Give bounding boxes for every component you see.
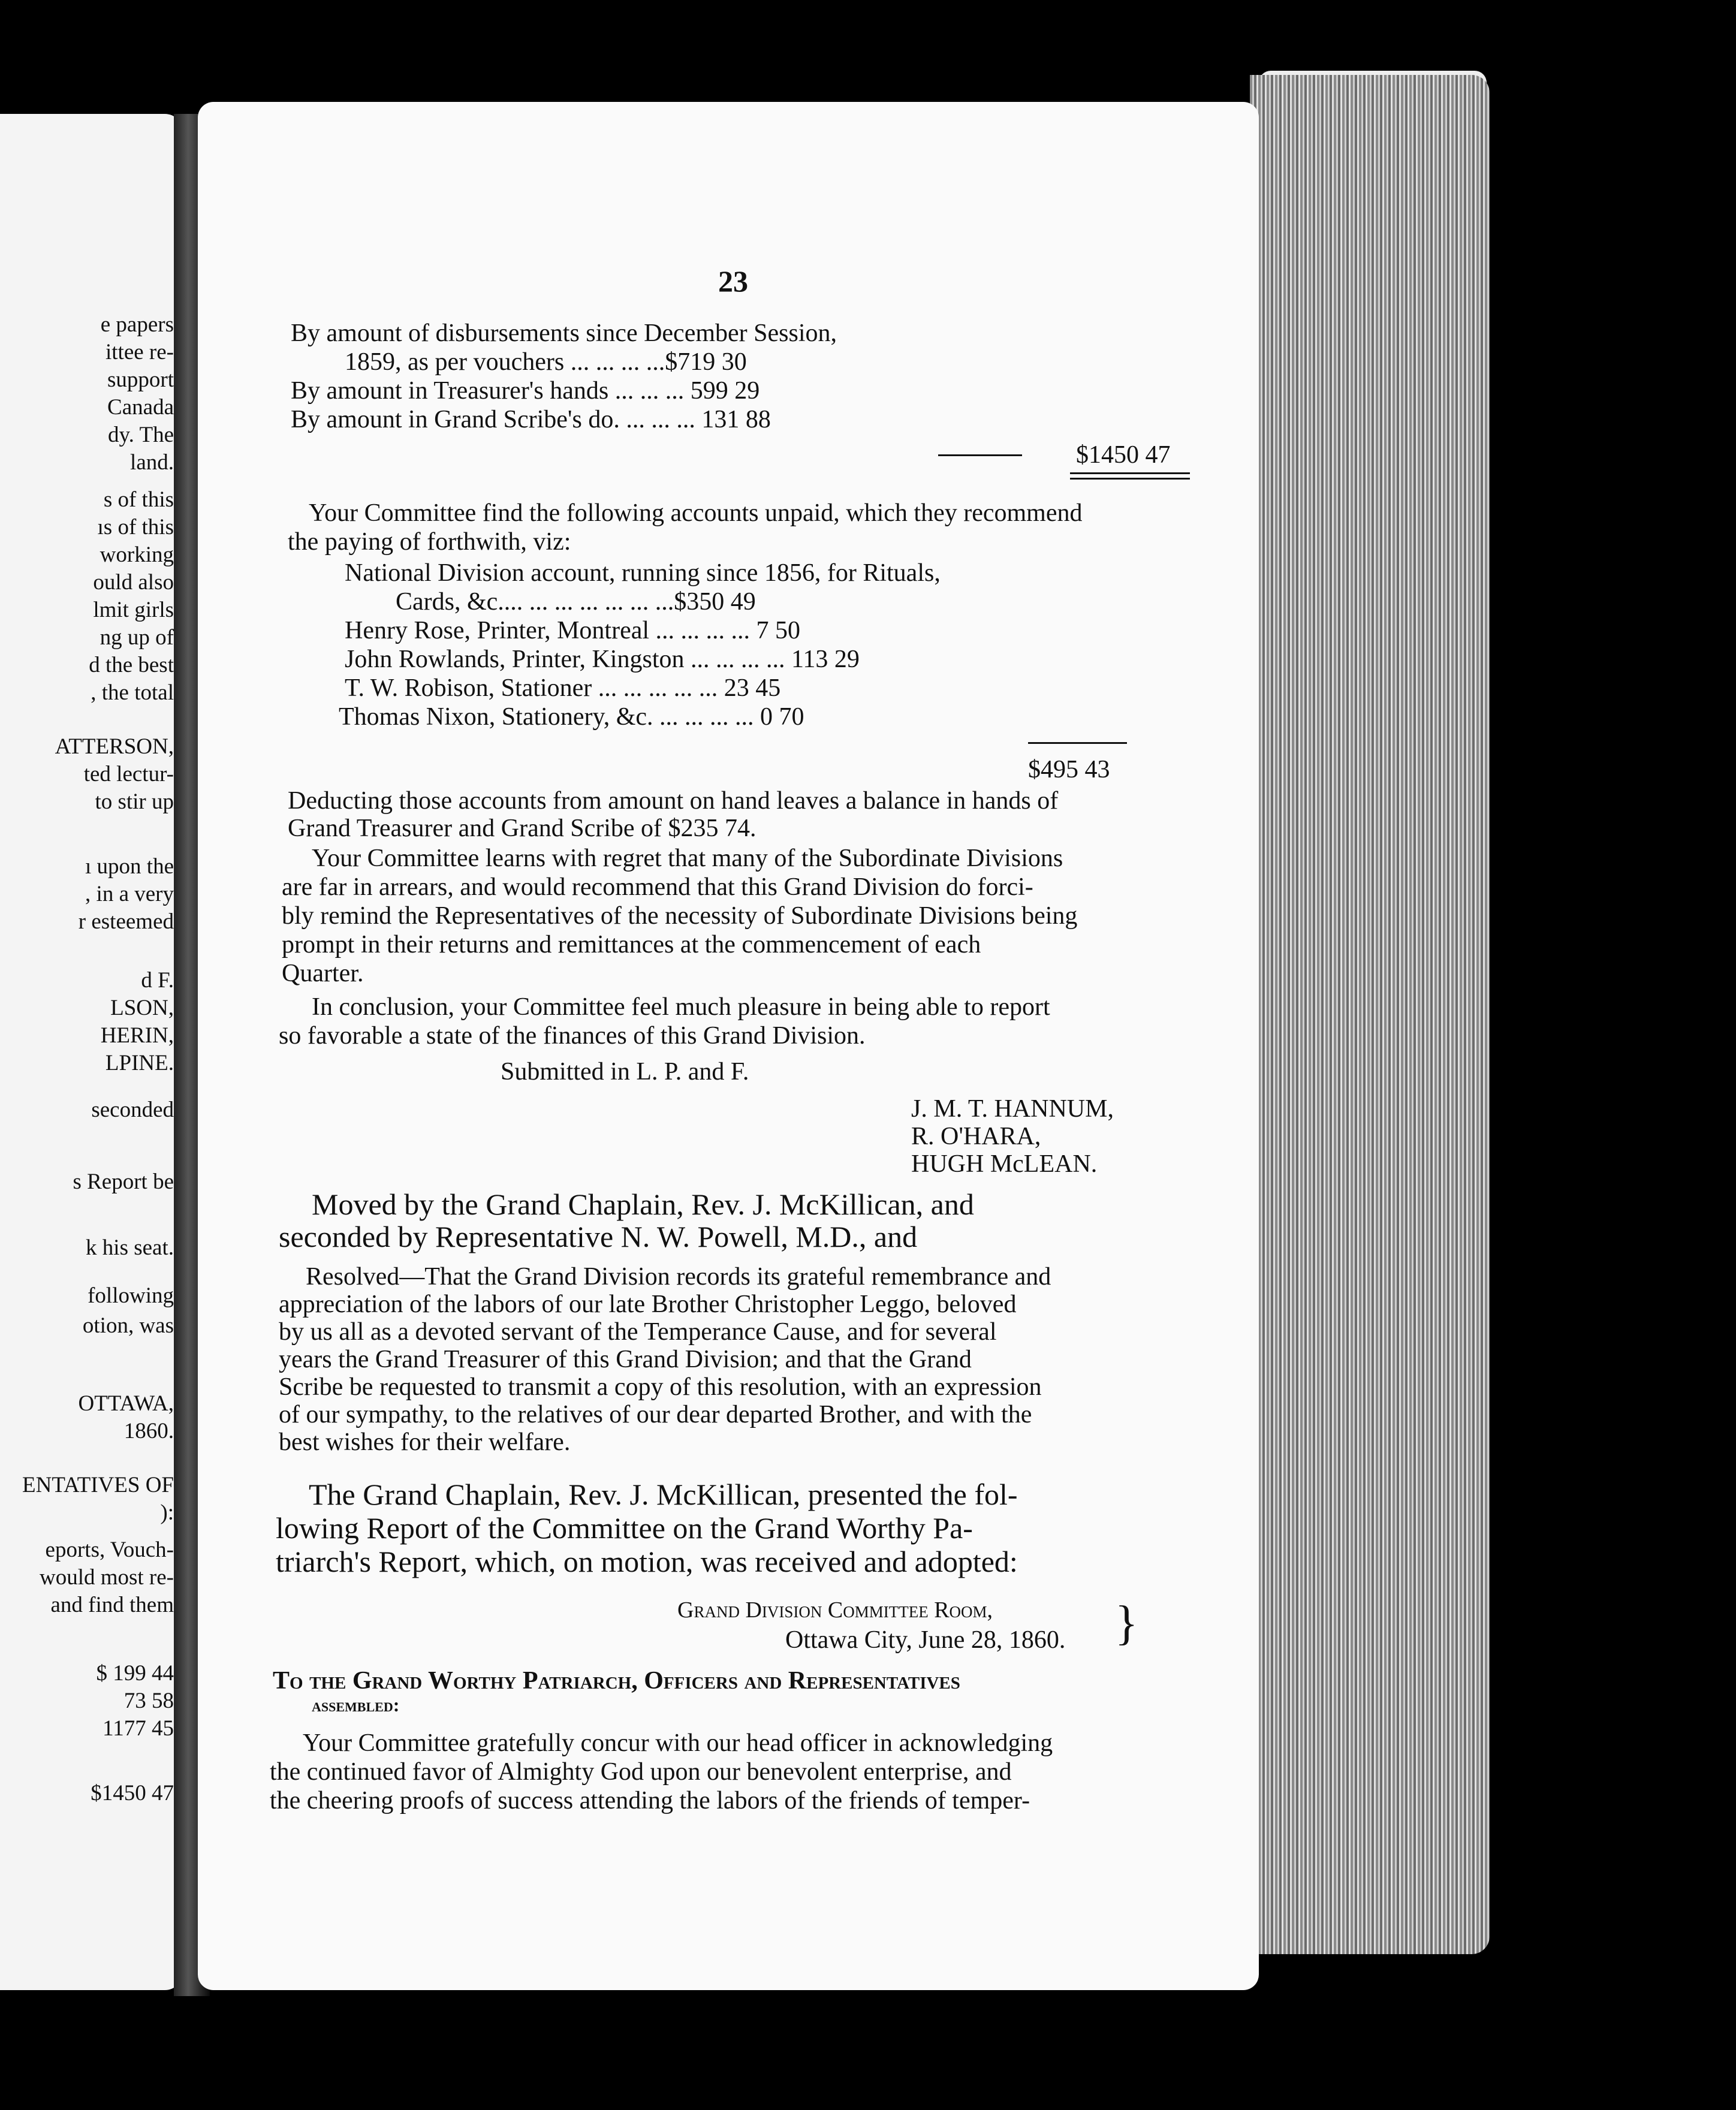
page-number: 23 — [718, 264, 748, 298]
left-page-fragment: 1860. — [123, 1419, 174, 1443]
left-page-fragment: to stir up — [95, 789, 174, 814]
regret-line: prompt in their returns and remittances at the commencement of each — [282, 931, 981, 958]
subtotal-rule — [938, 454, 1022, 456]
left-page-fragment: s Report be — [73, 1169, 174, 1194]
left-page-fragment: seconded — [91, 1098, 174, 1122]
resolved-line: of our sympathy, to the relatives of our dear departed Brother, and with the — [279, 1401, 1032, 1428]
disbursement-total: $1450 47 — [1076, 441, 1171, 469]
left-page-fragment: lmit girls — [93, 598, 174, 622]
account-line: Henry Rose, Printer, Montreal ... ... ... ... 7 50 — [345, 617, 801, 644]
disbursement-line: By amount in Treasurer's hands ... ... ... 599 29 — [291, 377, 760, 405]
total-double-rule — [1070, 478, 1190, 480]
balance-line: Deducting those accounts from amount on hand leaves a balance in hands of — [288, 787, 1059, 815]
account-line: Thomas Nixon, Stationery, &c. ... ... ... ... 0 70 — [339, 703, 804, 731]
regret-line: Your Committee learns with regret that many of the Subordinate Divisions — [312, 845, 1063, 872]
left-page-fragment: Canada — [107, 395, 174, 420]
presented-line: The Grand Chaplain, Rev. J. McKillican, presented the fol- — [309, 1478, 1018, 1511]
left-page-fragment: otion, was — [82, 1313, 174, 1338]
resolved-line: Resolved—That the Grand Division records its grateful remembrance and — [306, 1263, 1051, 1291]
left-page-fragment: land. — [130, 450, 174, 475]
left-page-fragment: LSON, — [110, 996, 174, 1020]
address-line: To the Grand Worthy Patriarch, Officers and Representatives — [273, 1667, 960, 1695]
presented-line: lowing Report of the Committee on the Grand Worthy Pa- — [276, 1511, 973, 1545]
brace: } — [1115, 1597, 1138, 1650]
left-page-fragment: e papers — [100, 312, 174, 337]
left-page-fragment: OTTAWA, — [78, 1391, 174, 1416]
conclusion-line: so favorable a state of the finances of this Grand Division. — [279, 1022, 866, 1050]
resolved-line: appreciation of the labors of our late Brother Christopher Leggo, beloved — [279, 1291, 1017, 1318]
regret-line: bly remind the Representatives of the necessity of Subordinate Divisions being — [282, 902, 1078, 930]
resolved-line: best wishes for their welfare. — [279, 1428, 571, 1456]
left-page-fragment: working — [100, 542, 174, 567]
balance-line: Grand Treasurer and Grand Scribe of $235 74. — [288, 815, 757, 842]
disbursement-line: By amount of disbursements since December Session, — [291, 319, 837, 347]
signature: HUGH McLEAN. — [911, 1150, 1098, 1178]
left-page-fragment: , the total — [91, 680, 174, 705]
committee-intro-line: the paying of forthwith, viz: — [288, 528, 571, 556]
left-page-fragment: ): — [160, 1500, 174, 1525]
final-line: the cheering proofs of success attending the labors of the friends of temper- — [270, 1787, 1030, 1814]
final-line: Your Committee gratefully concur with our head officer in acknowledging — [303, 1729, 1053, 1757]
left-page-fragment: $1450 47 — [91, 1781, 174, 1805]
account-line: John Rowlands, Printer, Kingston ... ... ... ... 113 29 — [345, 646, 860, 673]
left-page-fragment: dy. The — [108, 423, 174, 447]
left-page-fragment: $ 199 44 — [96, 1661, 174, 1686]
regret-line: Quarter. — [282, 960, 364, 987]
resolved-line: years the Grand Treasurer of this Grand Division; and that the Grand — [279, 1346, 972, 1373]
left-page-fragment: s of this — [103, 487, 174, 512]
left-page-fragment: 1177 45 — [103, 1716, 174, 1741]
room-line: Grand Division Committee Room, — [677, 1597, 993, 1623]
left-page-fragment: ı upon the — [85, 854, 174, 879]
left-page-fragment: r esteemed — [78, 909, 174, 934]
left-page-fragment: , in a very — [85, 882, 174, 906]
left-page-fragment: LPINE. — [105, 1051, 174, 1075]
left-page-fragment: 73 58 — [123, 1689, 174, 1713]
left-page-fragment: ıs of this — [97, 515, 174, 539]
accounts-total: $495 43 — [1028, 756, 1110, 783]
left-page-fragment: following — [88, 1283, 174, 1308]
account-line: National Division account, running since 1856, for Rituals, — [345, 559, 941, 587]
signature: J. M. T. HANNUM, — [911, 1095, 1114, 1123]
disbursement-line: 1859, as per vouchers ... ... ... ...$719 30 — [345, 348, 747, 376]
moved-line: Moved by the Grand Chaplain, Rev. J. McKillican, and — [312, 1187, 974, 1221]
signature: R. O'HARA, — [911, 1123, 1041, 1150]
left-page-fragment: ted lectur- — [83, 762, 174, 786]
left-page-fragment: d F. — [141, 968, 174, 993]
resolved-line: Scribe be requested to transmit a copy of this resolution, with an expression — [279, 1373, 1042, 1401]
left-page-fragment: eports, Vouch- — [45, 1538, 174, 1562]
page-edges — [1250, 75, 1490, 1954]
left-page-fragment: HERIN, — [100, 1023, 174, 1048]
final-line: the continued favor of Almighty God upon our benevolent enterprise, and — [270, 1758, 1012, 1786]
total-double-rule — [1070, 472, 1190, 474]
moved-line: seconded by Representative N. W. Powell, M.D., and — [279, 1220, 918, 1253]
left-page-fragment: would most re- — [39, 1565, 174, 1590]
left-page-fragment: support — [107, 367, 174, 392]
left-page-fragment: ENTATIVES OF — [22, 1473, 174, 1497]
committee-intro-line: Your Committee find the following accounts unpaid, which they recommend — [309, 499, 1083, 527]
left-page-fragment: ng up of — [100, 625, 174, 650]
left-page-fragment: and find them — [50, 1593, 174, 1617]
left-page-fragment: ould also — [93, 570, 174, 595]
room-line: Ottawa City, June 28, 1860. — [785, 1626, 1066, 1654]
submitted-line: Submitted in L. P. and F. — [501, 1058, 749, 1086]
presented-line: triarch's Report, which, on motion, was received and adopted: — [276, 1545, 1018, 1578]
conclusion-line: In conclusion, your Committee feel much pleasure in being able to report — [312, 993, 1050, 1021]
left-page-fragment: ATTERSON, — [55, 734, 174, 759]
left-page-fragment: k his seat. — [86, 1235, 174, 1260]
left-page-fragment: d the best — [89, 653, 174, 677]
resolved-line: by us all as a devoted servant of the Temperance Cause, and for several — [279, 1318, 997, 1346]
regret-line: are far in arrears, and would recommend that this Grand Division do forci- — [282, 873, 1033, 901]
accounts-rule — [1028, 742, 1127, 744]
disbursement-line: By amount in Grand Scribe's do. ... ... ... 131 88 — [291, 406, 771, 433]
account-line: Cards, &c.... ... ... ... ... ... ...$350 49 — [396, 588, 756, 616]
account-line: T. W. Robison, Stationer ... ... ... ... ... 23 45 — [345, 674, 781, 702]
address-line: assembled: — [312, 1694, 400, 1716]
left-page-fragment: ittee re- — [106, 340, 174, 364]
